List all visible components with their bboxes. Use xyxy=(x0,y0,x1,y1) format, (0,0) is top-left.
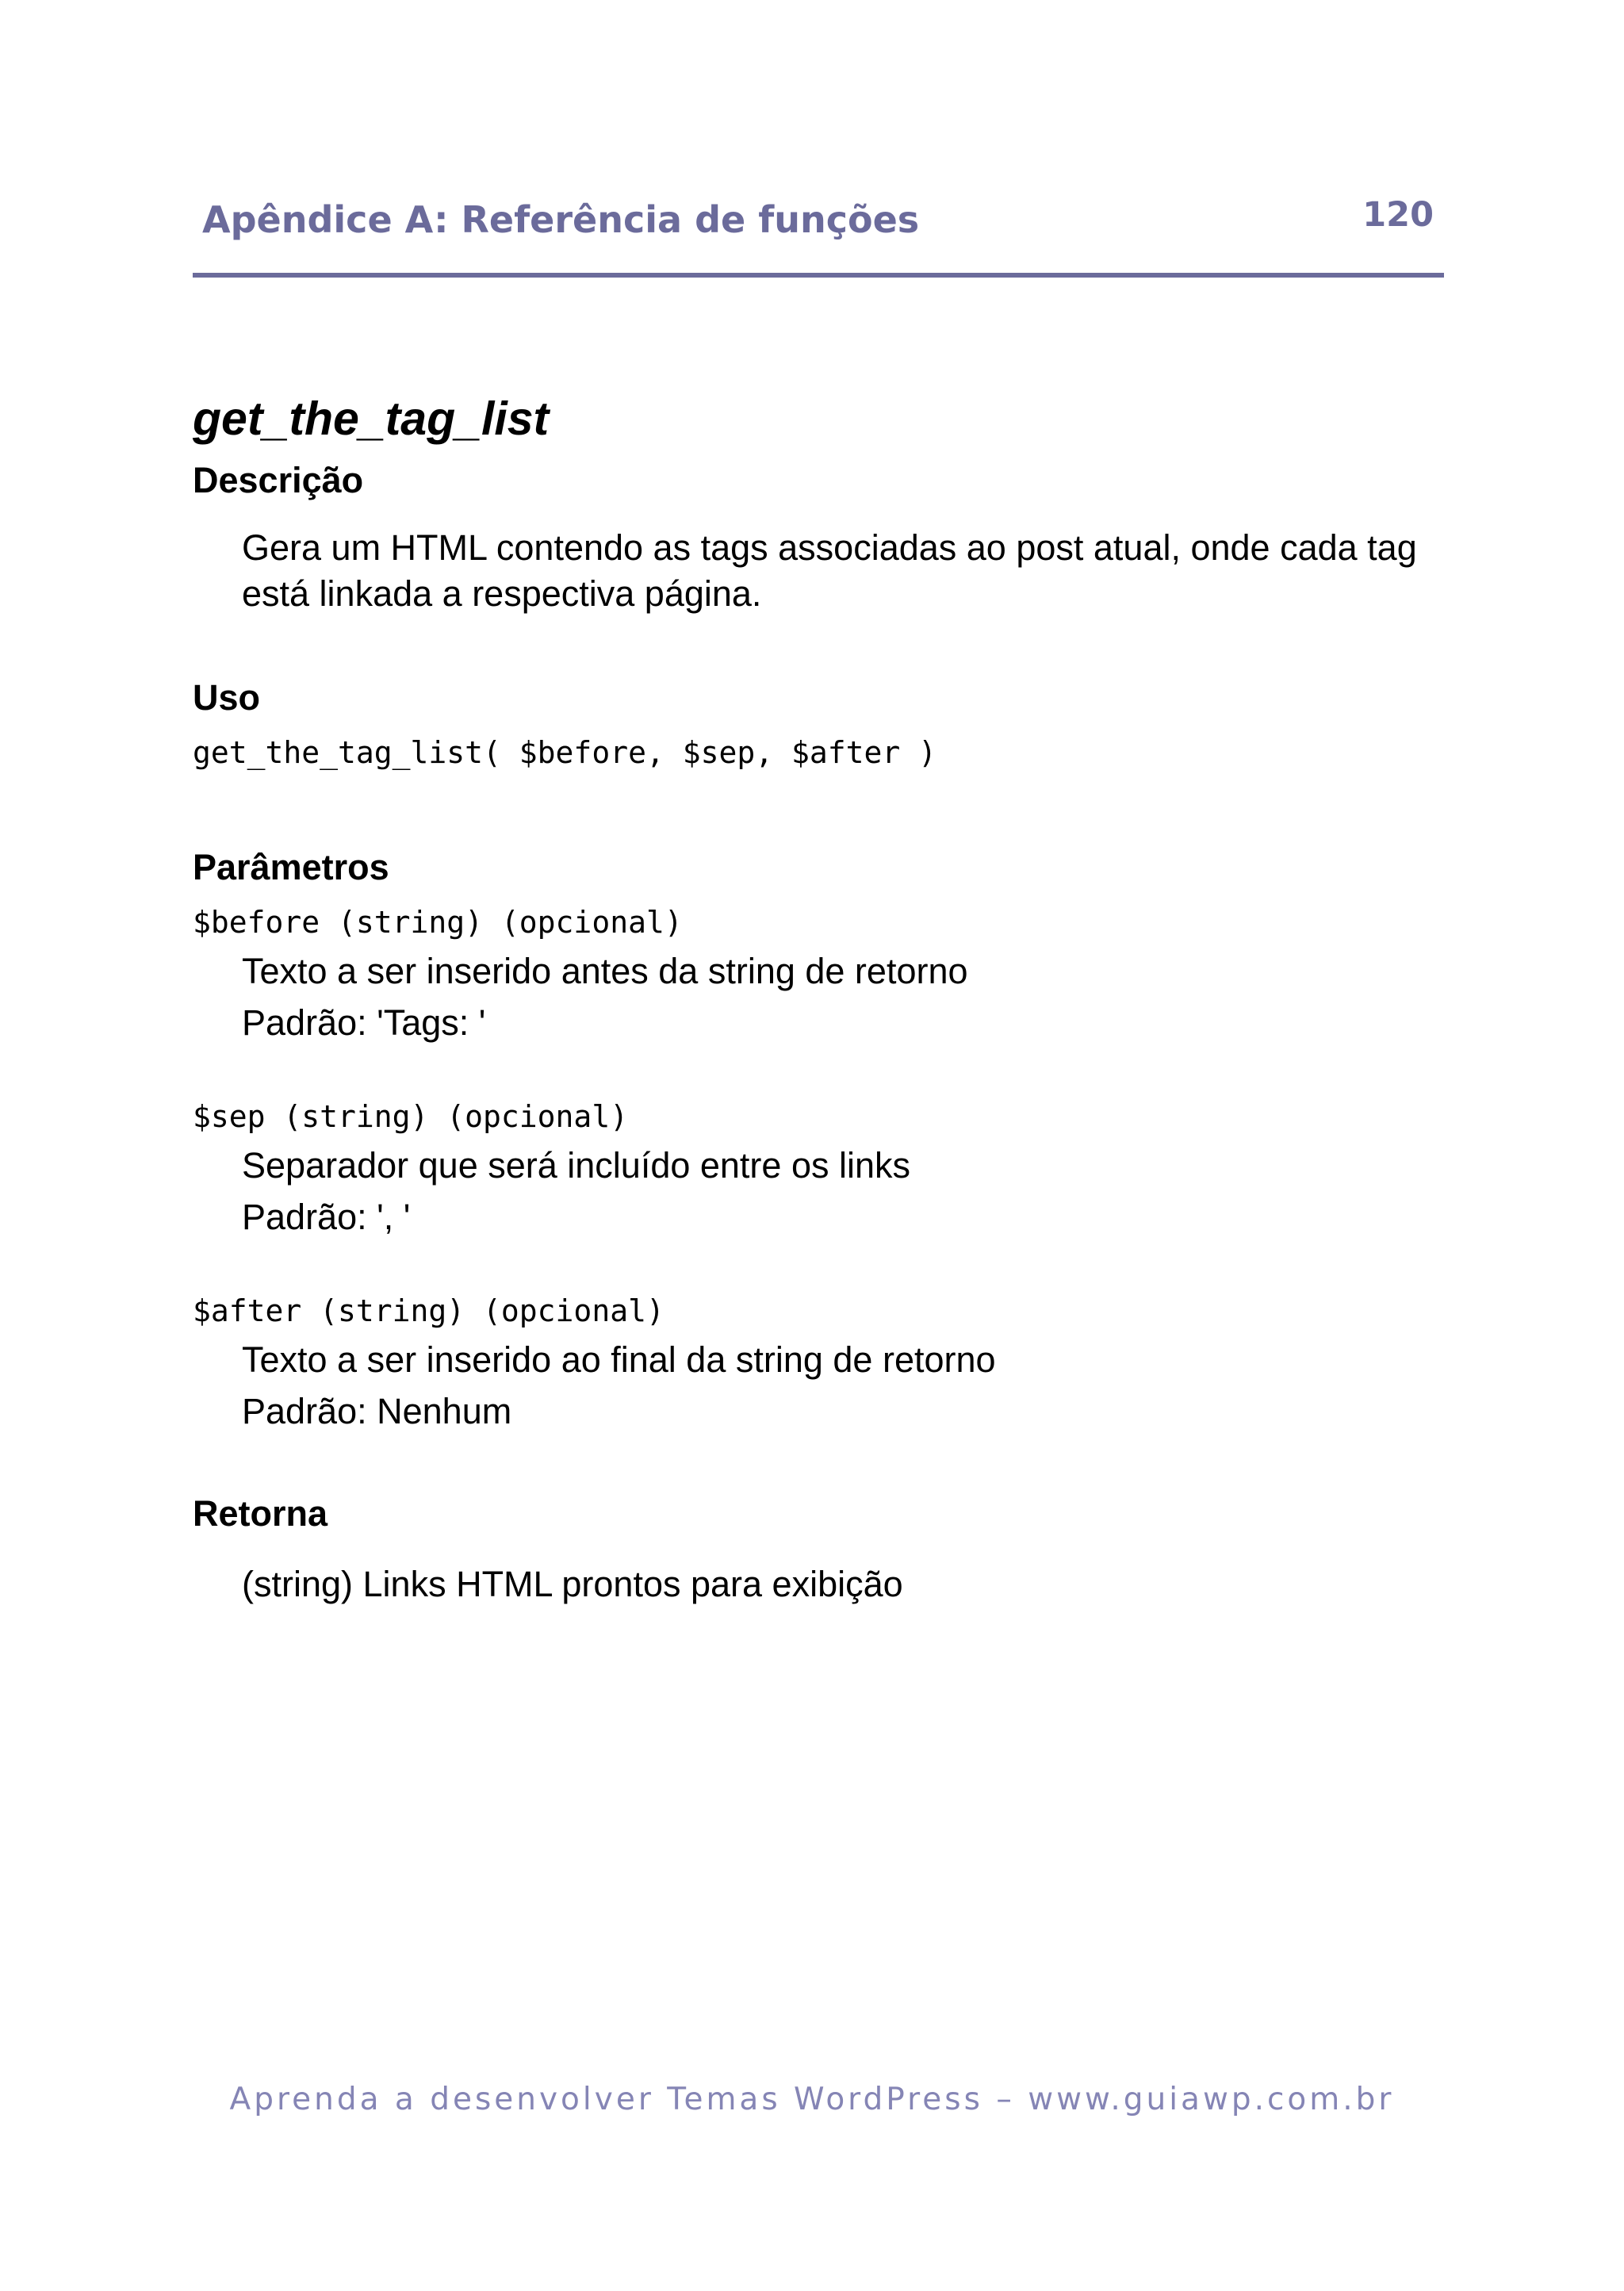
page-header xyxy=(193,190,1444,278)
parameter-signature: $sep (string) (opcional) xyxy=(193,1099,629,1134)
parameter-default: Padrão: 'Tags: ' xyxy=(242,1002,486,1043)
parameter-default: Padrão: Nenhum xyxy=(242,1391,512,1431)
parameter-description: Texto a ser inserido antes da string de retorno xyxy=(242,951,968,991)
description-heading: Descrição xyxy=(193,460,364,500)
parameter-item xyxy=(193,1288,1446,1437)
chapter-title: Apêndice A: Referência de funções xyxy=(202,198,920,241)
description-text: Gera um HTML contendo as tags associadas ao post atual, onde cada tag está linkada a respectiva página. xyxy=(242,527,1417,614)
parameter-default: Padrão: ', ' xyxy=(242,1197,411,1237)
page-number: 120 xyxy=(1362,195,1434,235)
page-content xyxy=(193,382,1446,1607)
parameter-signature: $after (string) (opcional) xyxy=(193,1293,665,1328)
parameter-description: Texto a ser inserido ao final da string de retorno xyxy=(242,1339,996,1380)
function-title: get_the_tag_list xyxy=(193,393,550,445)
parameter-item xyxy=(193,899,1446,1048)
returns-heading: Retorna xyxy=(193,1493,328,1534)
parameters-heading: Parâmetros xyxy=(193,847,389,887)
returns-text: (string) Links HTML prontos para exibição xyxy=(242,1564,903,1604)
page-footer: Aprenda a desenvolver Temas WordPress – www.guiawp.com.br xyxy=(229,2082,1395,2117)
parameter-signature: $before (string) (opcional) xyxy=(193,905,683,940)
parameter-item xyxy=(193,1094,1446,1243)
usage-code: get_the_tag_list( $before, $sep, $after ) xyxy=(193,735,936,770)
parameter-description: Separador que será incluído entre os links xyxy=(242,1145,911,1186)
usage-heading: Uso xyxy=(193,677,261,718)
